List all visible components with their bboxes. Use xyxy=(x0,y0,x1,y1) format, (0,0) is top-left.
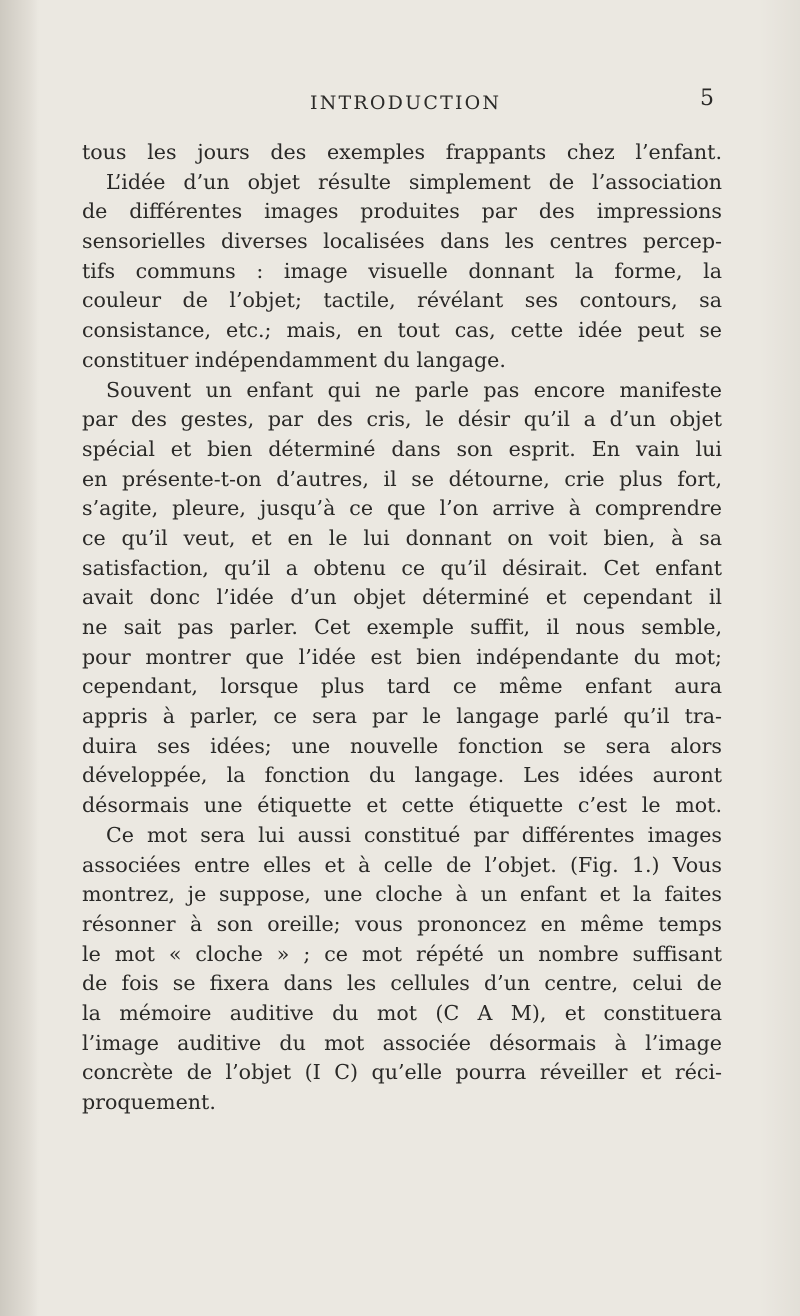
text-line: consistance, etc.; mais, en tout cas, cette idée peut se xyxy=(82,318,722,343)
text-line: la mémoire auditive du mot (C A M), et constituera xyxy=(82,1000,722,1025)
text-line: spécial et bien déterminé dans son esprit. En vain lui xyxy=(82,436,722,461)
text-line: satisfaction, qu’il a obtenu ce qu’il désirait. Cet enfant xyxy=(82,555,722,580)
text-line: résonner à son oreille; vous prononcez en même temps xyxy=(82,911,722,936)
text-line: proquement. xyxy=(82,1090,216,1114)
text-line: Souvent un enfant qui ne parle pas encore manifeste xyxy=(106,377,722,402)
text-line: montrez, je suppose, une cloche à un enfant et la faites xyxy=(82,882,722,907)
text-line: appris à parler, ce sera par le langage parlé qu’il tra- xyxy=(82,704,722,729)
text-line: Ce mot sera lui aussi constitué par différentes images xyxy=(106,822,722,847)
body-text xyxy=(82,138,722,1118)
text-line: de fois se fixera dans les cellules d’un centre, celui de xyxy=(82,971,722,996)
text-line: développée, la fonction du langage. Les idées auront xyxy=(82,763,722,788)
text-line: sensorielles diverses localisées dans les centres percep- xyxy=(82,229,722,254)
running-head: INTRODUCTION xyxy=(310,92,502,114)
text-line: désormais une étiquette et cette étiquette c’est le mot. xyxy=(82,793,722,818)
text-line: constituer indépendamment du langage. xyxy=(82,347,506,372)
text-line: l’image auditive du mot associée désormais à l’image xyxy=(82,1030,722,1055)
text-line: L’idée d’un objet résulte simplement de l’association xyxy=(106,169,722,194)
page-header xyxy=(0,86,800,126)
page-gutter-shadow xyxy=(0,0,38,1316)
text-line: tifs communs : image visuelle donnant la forme, la xyxy=(82,258,722,283)
text-line: de différentes images produites par des impressions xyxy=(82,199,722,224)
text-line: s’agite, pleure, jusqu’à ce que l’on arrive à comprendre xyxy=(82,496,722,521)
text-line: ce qu’il veut, et en le lui donnant on voit bien, à sa xyxy=(82,525,722,550)
text-line: couleur de l’objet; tactile, révélant ses contours, sa xyxy=(82,288,722,313)
text-line: concrète de l’objet (I C) qu’elle pourra réveiller et réci- xyxy=(82,1060,722,1085)
text-line: duira ses idées; une nouvelle fonction se sera alors xyxy=(82,733,722,758)
text-line: avait donc l’idée d’un objet déterminé et cependant il xyxy=(82,585,722,610)
text-line: pour montrer que l’idée est bien indépendante du mot; xyxy=(82,644,722,669)
text-line: ne sait pas parler. Cet exemple suffit, il nous semble, xyxy=(82,615,722,639)
text-line: le mot « cloche » ; ce mot répété un nombre suffisant xyxy=(82,941,722,966)
page-number: 5 xyxy=(700,86,714,111)
text-line: par des gestes, par des cris, le désir qu’il a d’un objet xyxy=(82,407,722,432)
text-line: en présente-t-on d’autres, il se détourne, crie plus fort, xyxy=(82,466,722,491)
text-line: cependant, lorsque plus tard ce même enfant aura xyxy=(82,674,722,699)
text-line: tous les jours des exemples frappants chez l’enfant. xyxy=(82,140,722,164)
text-line: associées entre elles et à celle de l’objet. (Fig. 1.) Vous xyxy=(82,852,722,877)
